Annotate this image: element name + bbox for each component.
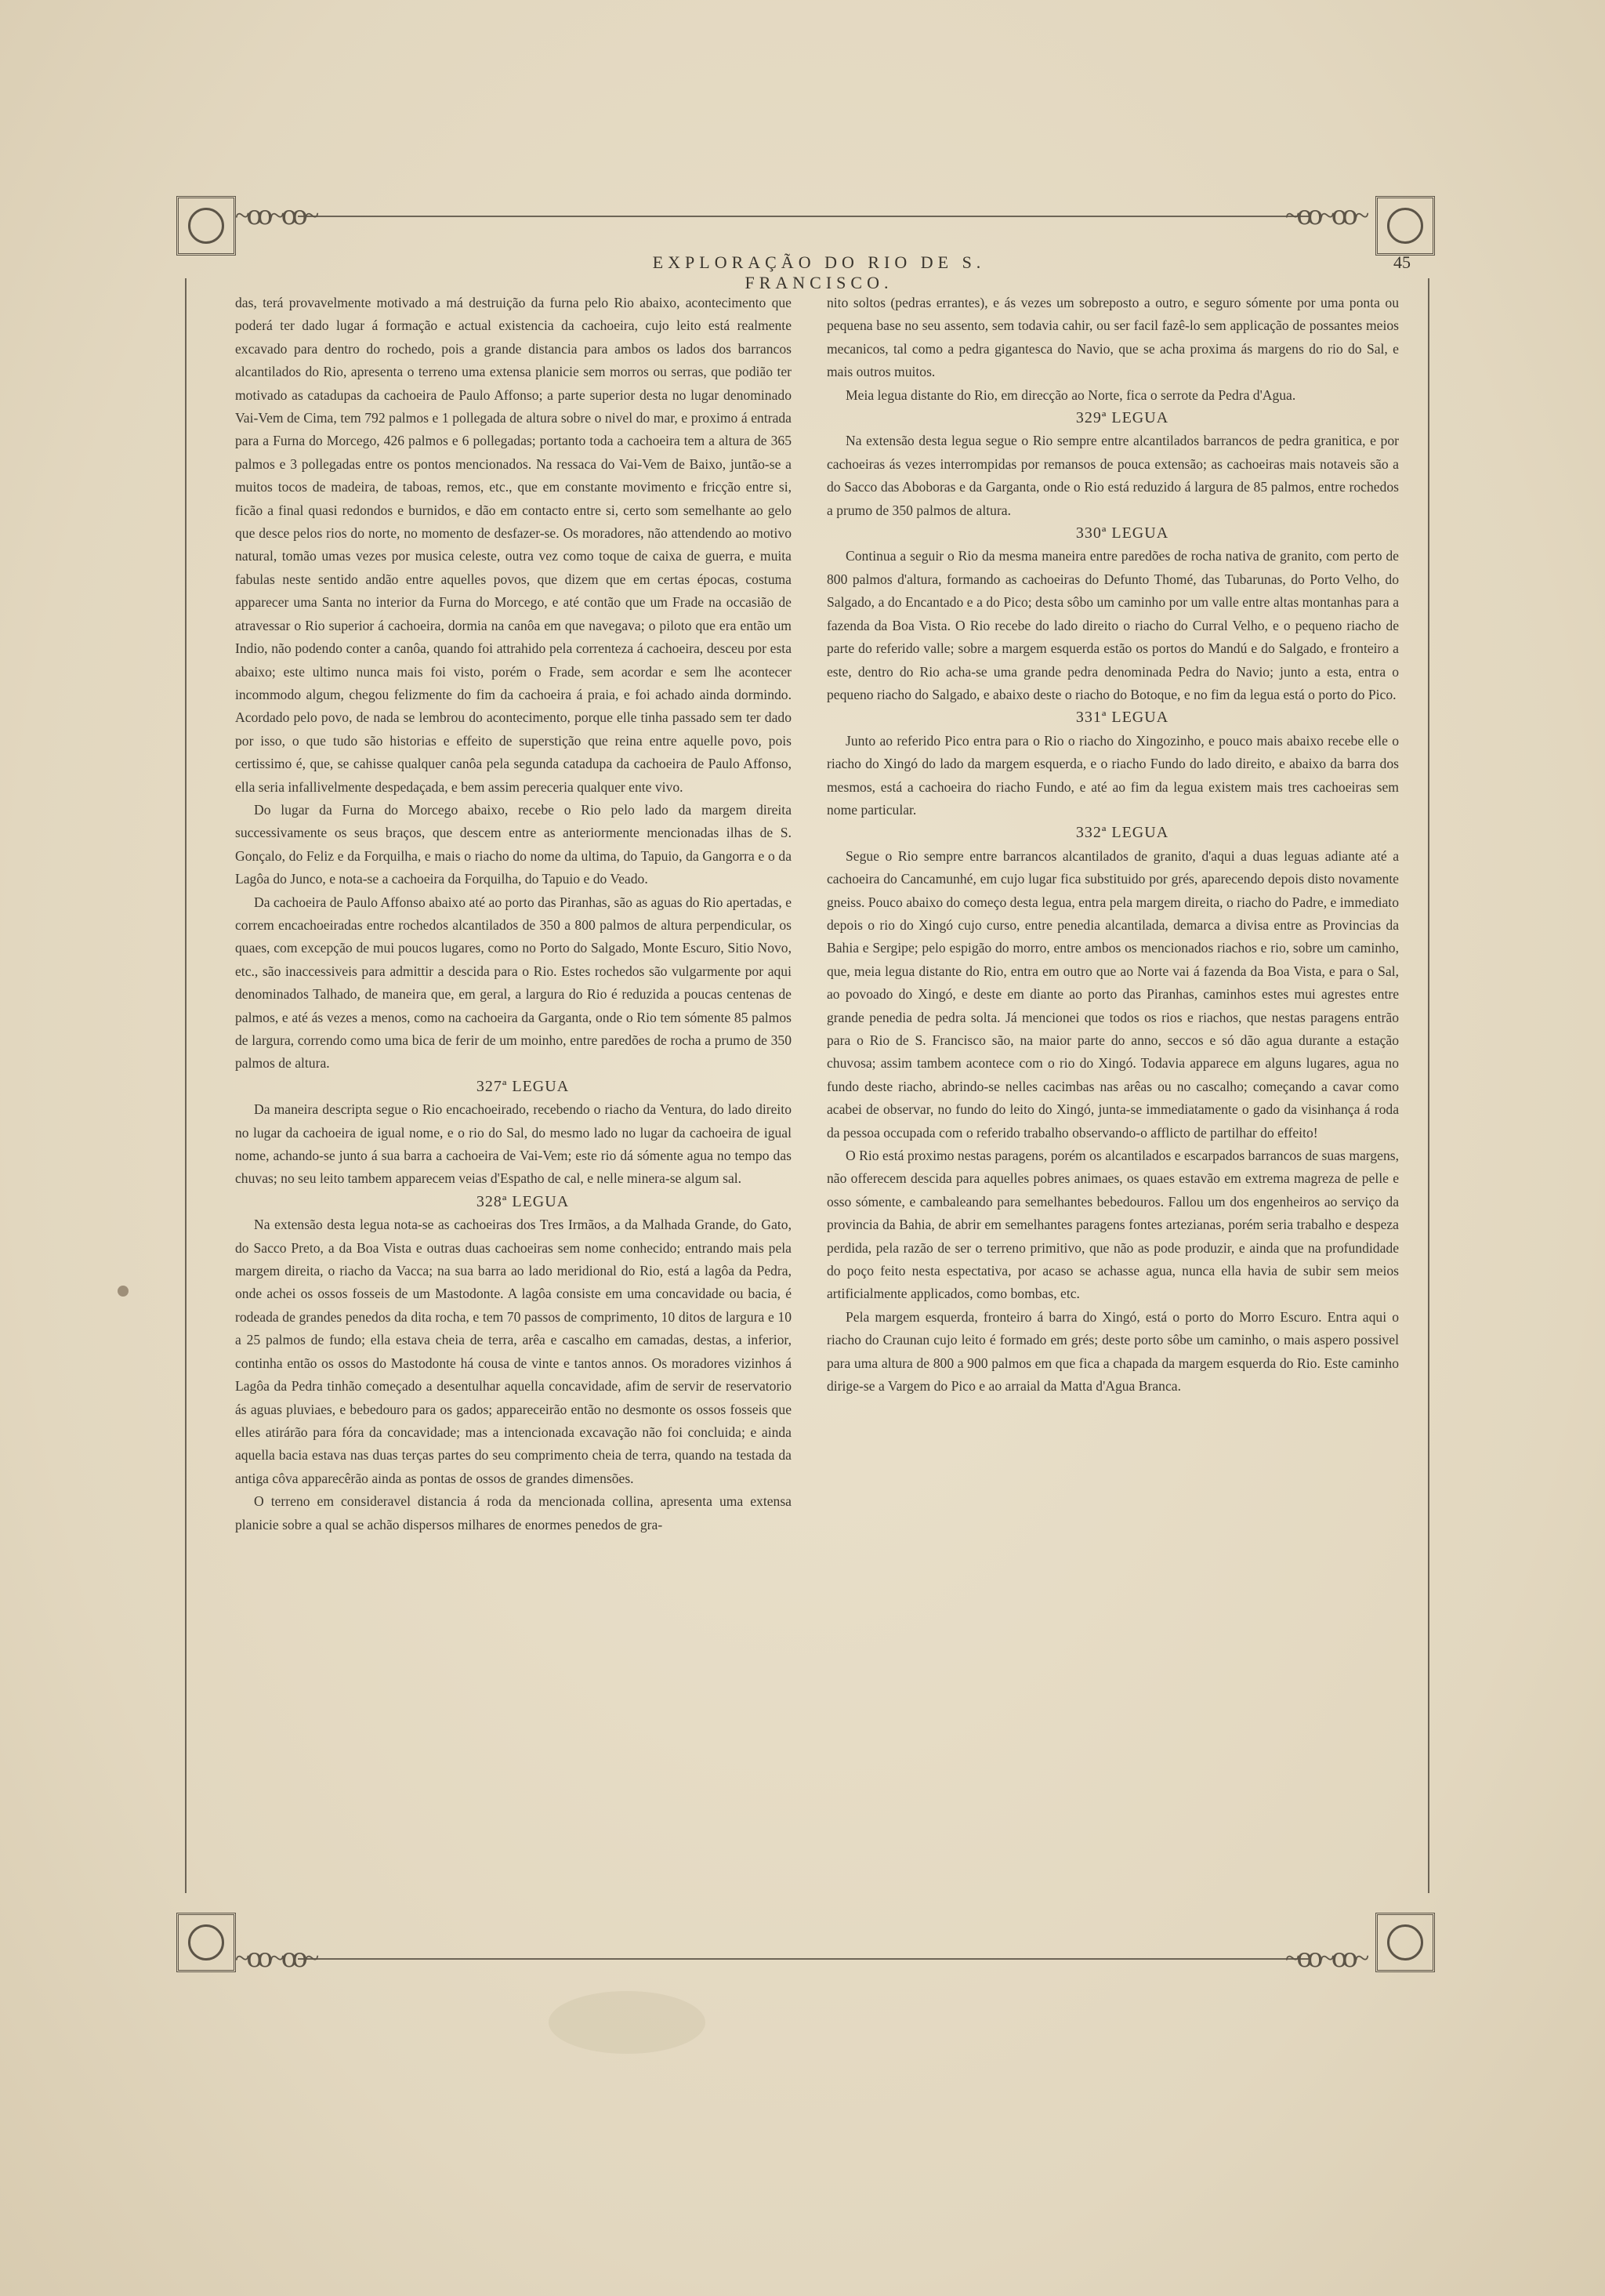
paragraph: Na extensão desta legua nota-se as cachoeiras dos Tres Irmãos, a da Malhada Grande, do Gato, do Sacco Preto, a da Boa Vista e outras duas cachoeiras sem nome conhecido; entrando mais pela margem direita, o riacho da Vacca; na sua barra ao lado meridional do Rio, está a lagôa da Pedra, onde achei os ossos fosseis de um Mastodonte. A lagôa consiste em uma concavidade ou bacia, é rodeada de grandes penedos da dita rocha, e tem 70 passos de comprimento, 10 ditos de largura e 10 a 25 palmos de fundo; ella estava cheia de terra, arêa e cascalho em camadas, destas, a inferior, continha então os ossos do Mastodonte há cousa de vinte e tantos annos. Os moradores vizinhos á Lagôa da Pedra tinhão começado a desentulhar aquella concavidade, afim de servir de reservatorio ás aguas pluviaes, e bebedouro para os gados; appareceirão então no desmonte os ossos fosseis que elles atirárão para fóra da concavidade; mas a intencionada excavação não foi concluida; e ainda aquella bacia estava nas duas terças partes do seu comprimento cheia de terra, quando na testada da antiga côva apparecêrão ainda as pontas de ossos de grandes dimensões.: [235, 1217, 792, 1486]
scroll-ornament-icon: ~ꝏ~ꝏ~: [235, 1944, 317, 1973]
frame-bottom-rule: [298, 1958, 1309, 1960]
paragraph: Na extensão desta legua segue o Rio sempre entre alcantilados barrancos de pedra granitica, e por cachoeiras ás vezes interrompidas por remansos de pouca extensão; as cachoeiras mais notaveis são a do Sacco das Aboboras e da Garganta, onde o Rio está reduzido á largura de 85 palmos, entre rochedos a prumo de 350 palmos de altura.: [827, 433, 1399, 518]
paragraph: Pela margem esquerda, fronteiro á barra do Xingó, está o porto do Morro Escuro. Entra aqui o riacho do Craunan cujo leito é formado em grés; deste porto sôbe um caminho, o mais aspero possivel para uma altura de 800 a 900 palmos em que fica a chapada da margem esquerda do Rio. Este caminho dirige-se a Vargem do Pico e ao arraial da Matta d'Agua Branca.: [827, 1308, 1399, 1395]
paragraph: Junto ao referido Pico entra para o Rio o riacho do Xingozinho, e pouco mais abaixo recebe elle o riacho do Xingó do lado da margem esquerda, e o riacho Fundo do lado direito, e abaixo da barra dos mesmos, está a cachoeira do riacho Fundo, e até ao fim da legua existem mais tres cachoeiras sem nome particular.: [827, 732, 1399, 818]
corner-ornament-icon: [176, 1913, 236, 1972]
section-heading-329: 329ª LEGUA: [1075, 409, 1169, 427]
paper-stain: [549, 1991, 705, 2054]
paragraph: Meia legua distante do Rio, em direcção ao Norte, fica o serrote da Pedra d'Agua.: [846, 386, 1296, 403]
frame-left-rule: [185, 278, 187, 1893]
corner-ornament-icon: [176, 196, 236, 256]
paper-stain: [118, 1286, 129, 1297]
paragraph: Da cachoeira de Paulo Affonso abaixo até ao porto das Piranhas, são as aguas do Rio apertadas, e correm encachoeiradas entre rochedos alcantilados de 350 a 800 palmos de altura perpendicular, os quaes, com excepção de mui poucos lugares, como no Porto do Salgado, Monte Escuro, Sitio Novo, etc., são inaccessiveis para admittir a descida para o Rio. Estes rochedos são vulgarmente por aqui denominados Talhado, de maneira que, em geral, a largura do Rio é reduzida a poucas centenas de palmos, e até ás vezes a menos, como na cachoeira da Garganta, onde o Rio tem sómente 85 palmos de largura, correndo como uma bica de ferir de um moinho, entre paredões de rocha a prumo de 350 palmos de altura.: [235, 894, 792, 1072]
section-heading-331: 331ª LEGUA: [1075, 709, 1169, 727]
page-number: 45: [1393, 252, 1411, 272]
section-heading-332: 332ª LEGUA: [1075, 824, 1169, 842]
paragraph: O terreno em consideravel distancia á roda da mencionada collina, apresenta uma extensa planicie sobre a qual se achão dispersos milhares de enormes penedos de gra-: [235, 1493, 792, 1532]
frame-top-rule: [298, 216, 1309, 217]
paragraph: nito soltos (pedras errantes), e ás vezes um sobreposto a outro, e seguro sómente por uma ponta ou pequena base no seu assento, sem todavia cahir, ou ser facil fazê-lo sem applicação de possantes meios mecanicos, tal como a pedra gigantesca do Navio, que se acha proxima ás margens do rio do Sal, e mais outros muitos.: [827, 295, 1399, 380]
section-heading-330: 330ª LEGUA: [1075, 524, 1169, 542]
paragraph: Segue o Rio sempre entre barrancos alcantilados de granito, d'aqui a duas leguas adiante até a cachoeira do Cancamunhé, em cujo lugar fica substituido por grés, aparecendo depois disto novamente gneiss. Pouco abaixo do começo desta legua, entra pela margem direita, o riacho do Padre, e immediato depois o rio do Xingó cujo curso, entre penedia alcantilada, demarca a divisa entre as Provincias da Bahia e Sergipe; pelo espigão do morro, entre ambos os mencionados riachos e rio, sobre um caminho, que, meia legua distante do Rio, entra em outro que ao Norte vai á fazenda da Boa Vista, e para o Sal, ao povoado do Xingó, e deste em diante ao porto das Piranhas, caminhos estes mui agrestes entre grande penedia de pedra solta. Já mencionei que todos os rios e riachos, que nestas paragens entrão para o Rio de S. Francisco são, na maior parte do anno, seccos e só dão agua durante a estação chuvosa; assim tambem acontece com o rio do Xingó. Todavia apparece em alguns lugares, agua no fundo deste riacho, abrindo-se nelles cacimbas nas arêas ou no cascalho; começando a cavar como acabei de observar, no fundo do leito do Xingó, junta-se immediatamente o gado da visinhança á roda da pessoa occupada com o referido trabalho observando-o afflicto de partilhar do effeito!: [827, 847, 1399, 1141]
section-heading-328: 328ª LEGUA: [476, 1192, 570, 1210]
paragraph: Do lugar da Furna do Morcego abaixo, recebe o Rio pelo lado da margem direita successivamente os seus braços, que descem entre as anteriormente mencionadas ilhas de S. Gonçalo, do Feliz e da Forquilha, e mais o riacho do nome da ultima, do Tapuio, da Gangorra e o da Lagôa do Junco, e nota-se a cachoeira da Forquilha, do Tapuio e do Veado.: [235, 801, 792, 887]
paragraph: O Rio está proximo nestas paragens, porém os alcantilados e escarpados barrancos de suas margens, não offerecem descida para aquelles pobres animaes, os quaes estavão em extrema magreza de pelle e osso sómente, e cambaleando para semelhantes bebedouros. Fallou um dos engenheiros ao serviço da provincia da Bahia, de abrir em semelhantes paragens fontes artezianas, porém seria trabalho e despeza perdida, pela razão de ser o terreno primitivo, que não as pode produzir, e ainda que na profundidade do poço feito nesta espectativa, por acaso se achasse agua, nunca ella havia de subir sem meios artificialmente applicados, como bombas, etc.: [827, 1148, 1399, 1302]
paragraph: Da maneira descripta segue o Rio encachoeirado, recebendo o riacho da Ventura, do lado direito no lugar da cachoeira de igual nome, e o rio do Sal, do mesmo lado no lugar da cachoeira de igual nome, achando-se junto á sua barra a cachoeira de Vai-Vem; este rio dá sómente agua no tempo das chuvas; no seu leito tambem apparecem veias d'Espatho de cal, e nelle minera-se algum sal.: [235, 1101, 792, 1187]
scroll-ornament-icon: ~ꝏ~ꝏ~: [235, 201, 317, 230]
right-column: [827, 292, 1399, 1398]
section-heading-327: 327ª LEGUA: [476, 1077, 570, 1095]
left-column: [235, 292, 792, 1536]
paragraph: das, terá provavelmente motivado a má destruição da furna pelo Rio abaixo, acontecimento que poderá ter dado lugar á formação e actual existencia da cachoeira, cujo leito está realmente excavado para dentro do rochedo, pois a grande distancia para ambos os lados dos barrancos alcantilados do Rio, apresenta o terreno uma extensa planicie sem morros ou serras, que podião ter motivado as catadupas da cachoeira de Paulo Affonso; a parte superior desta no lugar denominado Vai-Vem de Cima, tem 792 palmos e 1 pollegada de altura sobre o nivel do mar, e proximo á entrada para a Furna do Morcego, 426 palmos e 6 pollegadas; portanto toda a cachoeira tem a altura de 365 palmos e 3 pollegadas entre os pontos mencionados. Na ressaca do Vai-Vem de Baixo, juntão-se a muitos tocos de madeira, de taboas, remos, etc., que em constante movimento e fricção entre si, ficão a final quasi redondos e burnidos, e dão em contacto entre si, certo som semelhante ao gelo que desce pelos rios do norte, no momento de desfazer-se. Os moradores, não attendendo ao motivo natural, tomão umas vezes por musica celeste, outra vez como toque de caixa de guerra, e muita fabulas neste sentido andão entre aquelles povos, que dizem que em certas épocas, costuma apparecer uma Santa no interior da Furna do Morcego, e até contão que um Frade na occasião de atravessar o Rio superior á cachoeira, dormia na canôa em que navegava; o piloto que era então um Indio, não podendo conter a canôa, quando foi attrahido pela correnteza á cachoeira, desceu por esta abaixo; este ultimo nunca mais foi visto, porém o Frade, sem acordar e sem lhe acontecer incommodo algum, chegou felizmente do fim da cachoeira á praia, e foi achado ainda dormindo. Acordado pelo povo, de nada se lembrou do acontecimento, porque elle tinha passado sem ter dado por isso, o que tudo são historias e effeito de superstição que reina entre aquelle povo, pois certissimo é, que, se cahisse qualquer canôa pela segunda catadupa da cachoeira de Paulo Affonso, ella seria infallivelmente despedaçada, e bem assim pereceria qualquer ente vivo.: [235, 295, 792, 795]
corner-ornament-icon: [1375, 1913, 1435, 1972]
scroll-ornament-icon: ~ꝏ~ꝏ~: [1285, 1944, 1367, 1973]
paragraph: Continua a seguir o Rio da mesma maneira entre paredões de rocha nativa de granito, com perto de 800 palmos d'altura, formando as cachoeiras do Defunto Thomé, das Tubarunas, do Porto Velho, do Salgado, a do Encantado e a do Pico; desta sôbo um caminho por um valle entre altas montanhas para a fazenda da Boa Vista. O Rio recebe do lado direito o riacho do Curral Velho, e o pequeno riacho de parte do referido valle; sobre a margem esquerda estão os portos do Mandú e do Salgado, e fronteiro a este, dentro do Rio acha-se uma grande pedra denominada Pedra do Navio; junto a esta, entra o pequeno riacho do Salgado, e abaixo deste o riacho do Botoque, e no fim da legua está o porto do Pico.: [827, 548, 1399, 702]
corner-ornament-icon: [1375, 196, 1435, 256]
running-head: EXPLORAÇÃO DO RIO DE S. FRANCISCO.: [652, 252, 986, 292]
scroll-ornament-icon: ~ꝏ~ꝏ~: [1285, 201, 1367, 230]
frame-right-rule: [1428, 278, 1429, 1893]
